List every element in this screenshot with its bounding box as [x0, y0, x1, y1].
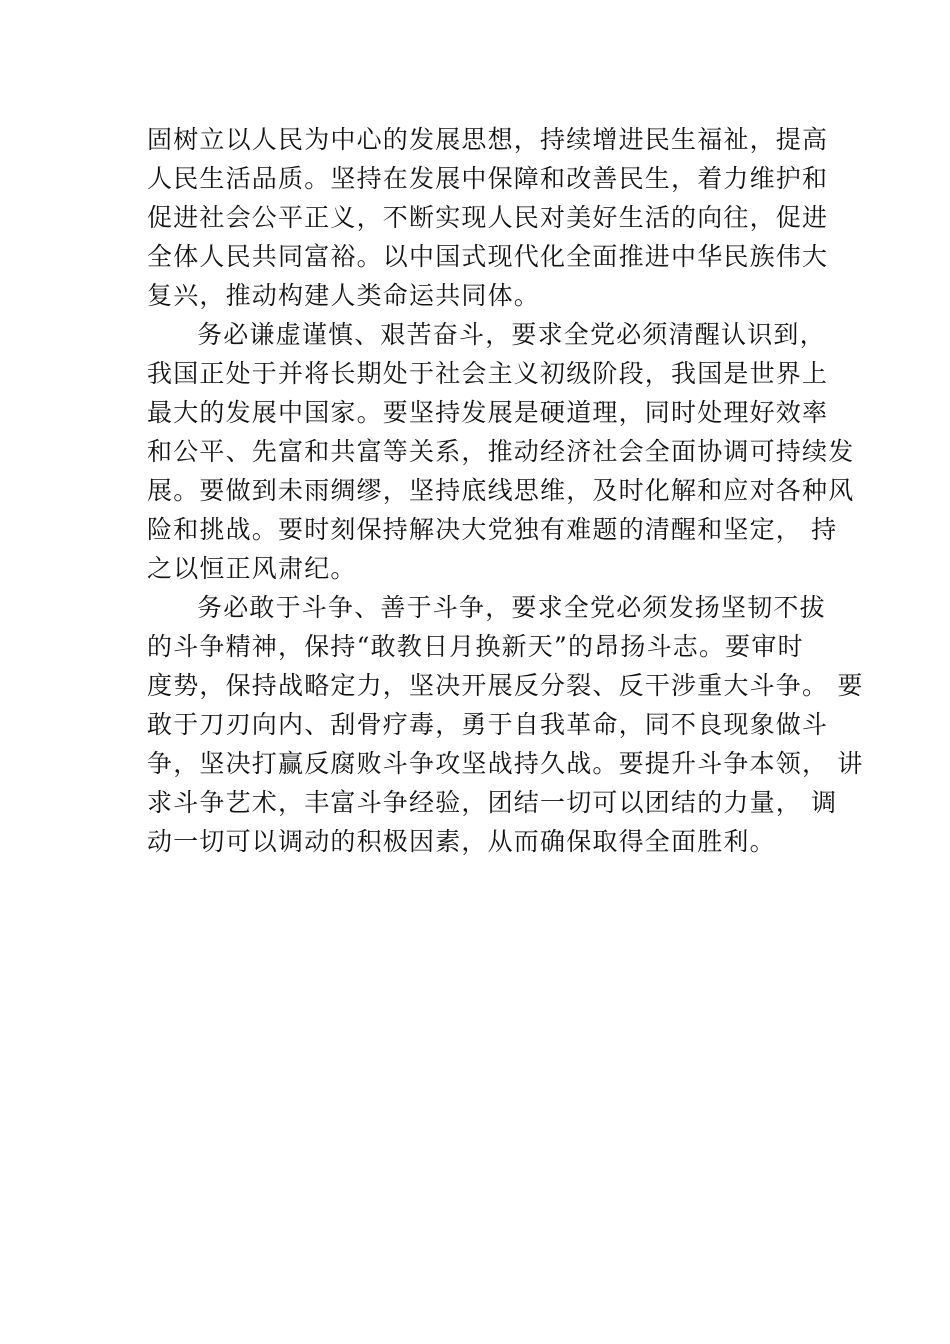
paragraph-2-line-6: 险和挑战。要时刻保持解决大党独有难题的清醒和坚定， 持 — [147, 515, 838, 544]
paragraph-1-line-5: 复兴，推动构建人类命运共同体。 — [147, 281, 541, 310]
paragraph-1-line-4: 全体人民共同富裕。以中国式现代化全面推进中华民族伟大 — [147, 242, 829, 271]
paragraph-2-line-2: 我国正处于并将长期处于社会主义初级阶段，我国是世界上 — [147, 359, 829, 388]
paragraph-1-line-2: 人民生活品质。坚持在发展中保障和改善民生，着力维护和 — [147, 164, 829, 193]
paragraph-2-line-1: 务必谦虚谨慎、艰苦奋斗，要求全党必须清醒认识到， — [197, 320, 826, 349]
paragraph-3-line-4: 敢于刀刃向内、刮骨疗毒，勇于自我革命，同不良现象做斗 — [147, 710, 829, 739]
paragraph-1-line-3: 促进社会公平正义，不断实现人民对美好生活的向往，促进 — [147, 203, 829, 232]
paragraph-2-line-5: 展。要做到未雨绸缪，坚持底线思维，及时化解和应对各种风 — [147, 476, 855, 505]
paragraph-1-line-1: 固树立以人民为中心的发展思想，持续增进民生福祉，提高 — [147, 125, 829, 154]
paragraph-2-line-3: 最大的发展中国家。要坚持发展是硬道理，同时处理好效率 — [147, 398, 829, 427]
paragraph-3-line-2: 的斗争精神，保持“敢教日月换新天”的昂扬斗志。要审时 — [147, 632, 804, 661]
paragraph-3-line-3: 度势，保持战略定力，坚决开展反分裂、反干涉重大斗争。 要 — [147, 671, 864, 700]
paragraph-3-line-6: 求斗争艺术，丰富斗争经验，团结一切可以团结的力量， 调 — [147, 788, 838, 817]
document-body — [147, 120, 864, 861]
paragraph-2-line-4: 和公平、先富和共富等关系，推动经济社会全面协调可持续发 — [147, 437, 855, 466]
paragraph-3-line-7: 动一切可以调动的积极因素，从而确保取得全面胜利。 — [147, 827, 776, 856]
paragraph-3-line-5: 争，坚决打赢反腐败斗争攻坚战持久战。要提升斗争本领， 讲 — [147, 749, 864, 778]
paragraph-3-line-1: 务必敢于斗争、善于斗争，要求全党必须发扬坚韧不拔 — [197, 593, 826, 622]
paragraph-2-line-7: 之以恒正风肃纪。 — [147, 554, 357, 583]
